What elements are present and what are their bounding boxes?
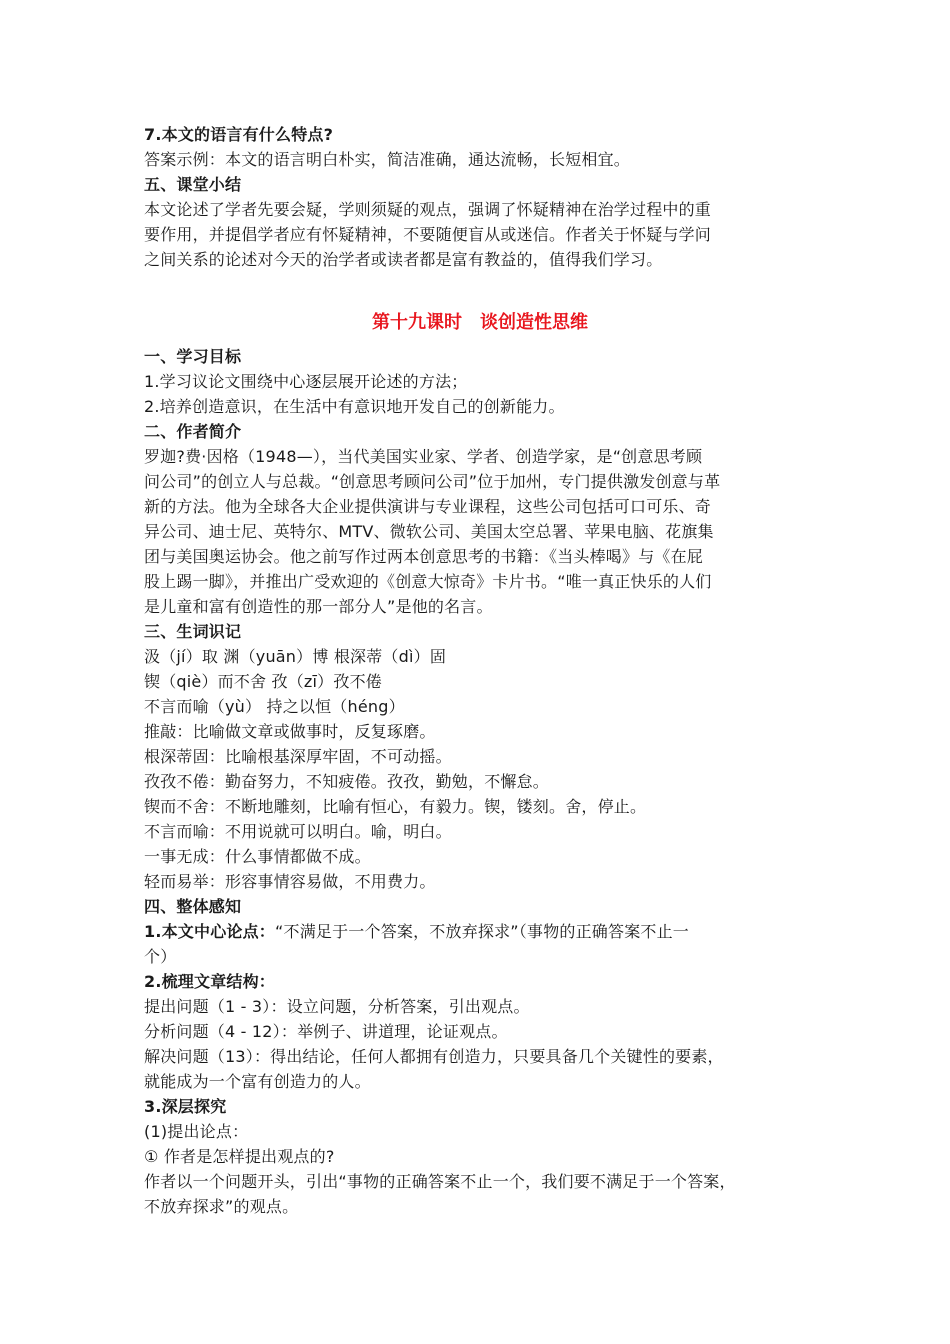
deep-heading: 3.深层探究 bbox=[144, 1097, 227, 1116]
author-paragraph bbox=[144, 444, 816, 619]
deep-question: ① 作者是怎样提出观点的? bbox=[144, 1147, 335, 1166]
summary-line: 之间关系的论述对今天的治学者或读者都是富有教益的，值得我们学习。 bbox=[144, 250, 663, 269]
summary-paragraph bbox=[144, 197, 816, 272]
author-line: 问公司”的创立人与总裁。“创意思考顾问公司”位于加州，专门提供激发创意与革 bbox=[144, 472, 721, 491]
question-7-answer: 答案示例：本文的语言明白朴实，简洁准确，通达流畅，长短相宜。 bbox=[144, 150, 631, 169]
section-5-heading: 五、课堂小结 bbox=[144, 175, 242, 194]
structure-line: 就能成为一个富有创造力的人。 bbox=[144, 1072, 371, 1091]
vocab-line: 根深蒂固：比喻根基深厚牢固，不可动摇。 bbox=[144, 747, 452, 766]
central-argument bbox=[144, 919, 816, 944]
goals-heading: 一、学习目标 bbox=[144, 347, 242, 366]
vocab-heading: 三、生词识记 bbox=[144, 622, 242, 641]
vocab-line: 轻而易举：形容事情容易做，不用费力。 bbox=[144, 872, 436, 891]
overall-heading: 四、整体感知 bbox=[144, 897, 242, 916]
vocab-line: 锲（qiè）而不舍 孜（zī）孜不倦 bbox=[144, 672, 382, 691]
vocab-line: 锲而不舍：不断地雕刻，比喻有恒心，有毅力。锲，镂刻。舍，停止。 bbox=[144, 797, 647, 816]
author-heading: 二、作者简介 bbox=[144, 422, 242, 441]
deep-subheading: (1)提出论点： bbox=[144, 1122, 249, 1141]
vocab-line: 不言而喻（yù） 持之以恒（héng） bbox=[144, 697, 405, 716]
author-line: 异公司、迪士尼、英特尔、MTV、微软公司、美国太空总署、苹果电脑、花旗集 bbox=[144, 522, 714, 541]
goal-item: 1.学习议论文围绕中心逐层展开论述的方法； bbox=[144, 372, 468, 391]
central-argument-text: “不满足于一个答案，不放弃探求”（事物的正确答案不止一 bbox=[275, 922, 689, 941]
central-argument-label: 1.本文中心论点： bbox=[144, 922, 276, 941]
document-page bbox=[144, 122, 816, 1219]
deep-answer-line: 作者以一个问题开头，引出“事物的正确答案不止一个，我们要不满足于一个答案， bbox=[144, 1172, 736, 1191]
author-line: 是儿童和富有创造性的那一部分人”是他的名言。 bbox=[144, 597, 493, 616]
deep-answer-line: 不放弃探求”的观点。 bbox=[144, 1197, 299, 1216]
summary-line: 要作用，并提倡学者应有怀疑精神，不要随便盲从或迷信。作者关于怀疑与学问 bbox=[144, 225, 712, 244]
author-line: 股上踢一脚》，并推出广受欢迎的《创意大惊奇》卡片书。“唯一真正快乐的人们 bbox=[144, 572, 712, 591]
author-line: 罗迦?费·因格（1948—），当代美国实业家、学者、创造学家，是“创意思考顾 bbox=[144, 447, 703, 466]
vocab-line: 孜孜不倦：勤奋努力，不知疲倦。孜孜，勤勉，不懈怠。 bbox=[144, 772, 550, 791]
goal-item: 2.培养创造意识，在生活中有意识地开发自己的创新能力。 bbox=[144, 397, 565, 416]
structure-line: 分析问题（4 - 12）：举例子、讲道理，论证观点。 bbox=[144, 1022, 508, 1041]
structure-list bbox=[144, 994, 816, 1094]
structure-heading: 2.梳理文章结构： bbox=[144, 972, 276, 991]
question-7-heading: 7.本文的语言有什么特点? bbox=[144, 125, 334, 144]
vocab-line: 推敲：比喻做文章或做事时，反复琢磨。 bbox=[144, 722, 436, 741]
vocab-line: 不言而喻：不用说就可以明白。喻，明白。 bbox=[144, 822, 452, 841]
author-line: 团与美国奥运协会。他之前写作过两本创意思考的书籍：《当头棒喝》与《在屁 bbox=[144, 547, 704, 566]
vocab-line: 一事无成：什么事情都做不成。 bbox=[144, 847, 371, 866]
lesson-title: 第十九课时 谈创造性思维 bbox=[372, 312, 588, 333]
structure-line: 解决问题（13）：得出结论，任何人都拥有创造力，只要具备几个关键性的要素， bbox=[144, 1047, 724, 1066]
central-argument-continued: 个） bbox=[144, 947, 177, 966]
vocab-line: 汲（jí）取 渊（yuān）博 根深蒂（dì）固 bbox=[144, 647, 447, 666]
vocab-list bbox=[144, 644, 816, 894]
summary-line: 本文论述了学者先要会疑，学则须疑的观点，强调了怀疑精神在治学过程中的重 bbox=[144, 200, 712, 219]
deep-answer bbox=[144, 1169, 816, 1219]
structure-line: 提出问题（1 - 3）：设立问题，分析答案，引出观点。 bbox=[144, 997, 530, 1016]
author-line: 新的方法。他为全球各大企业提供演讲与专业课程，这些公司包括可口可乐、奇 bbox=[144, 497, 712, 516]
